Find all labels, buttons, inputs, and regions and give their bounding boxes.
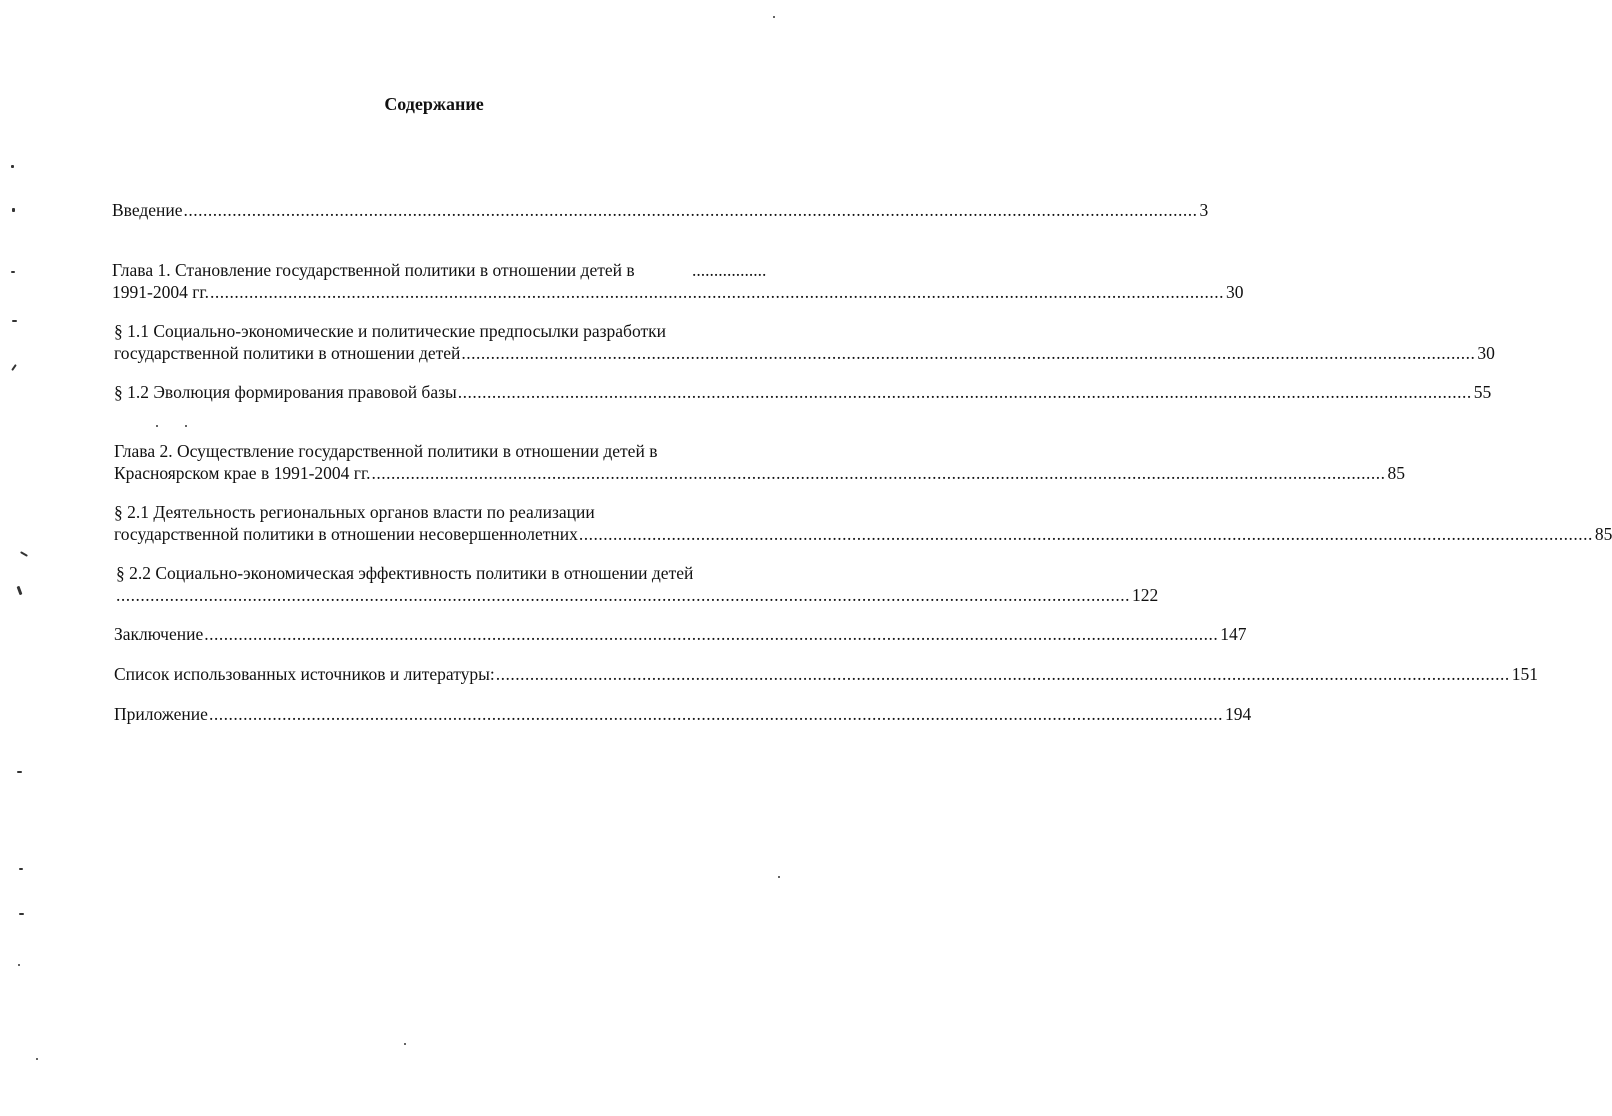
toc-entry-sources <box>114 663 1538 685</box>
toc-page-number: 30 <box>1477 343 1495 363</box>
dot-leader <box>204 623 1218 645</box>
toc-page-number: 85 <box>1594 524 1612 544</box>
toc-entry-title: Введение <box>112 200 183 220</box>
scan-speck <box>18 964 20 966</box>
toc-entry-chapter-2-title: Глава 2. Осуществление государственной политики в отношении детей в <box>114 441 658 461</box>
page-title: Содержание <box>384 94 484 114</box>
toc-entry-conclusion <box>114 623 1247 645</box>
dot-leader <box>461 342 1475 364</box>
dot-leader <box>116 584 1130 606</box>
toc-entry-section-1-2 <box>114 381 1492 403</box>
toc-entry-title-cont: государственной политики в отношении несовершеннолетних <box>114 524 578 544</box>
scan-speck <box>778 876 780 878</box>
toc-page-number: 30 <box>1225 282 1244 302</box>
toc-page-number: 151 <box>1511 664 1538 684</box>
dot-leader <box>458 381 1472 403</box>
toc-entry-title: Заключение <box>114 624 204 644</box>
toc-entry-title-cont: 1991-2004 гг. <box>112 282 209 302</box>
toc-entry-section-2-2-title: § 2.2 Социально-экономическая эффективность политики в отношении детей <box>116 563 694 583</box>
scan-speck <box>20 551 28 557</box>
toc-page-number: 55 <box>1473 382 1492 402</box>
toc-entry-section-1-1 <box>114 342 1495 364</box>
scan-speck <box>12 320 17 322</box>
toc-page-number: 122 <box>1132 585 1159 605</box>
toc-page-number: 3 <box>1199 200 1209 220</box>
scan-speck <box>19 913 24 915</box>
toc-entry-title-cont: государственной политики в отношении детей <box>114 343 461 363</box>
scan-speck <box>773 16 775 18</box>
scan-speck <box>156 425 158 427</box>
dot-leader <box>209 703 1223 725</box>
scan-speck <box>17 771 22 773</box>
toc-entry-section-1-1-title: § 1.1 Социально-экономические и политические предпосылки разработки <box>114 321 666 341</box>
toc-entry-title: Список использованных источников и литературы: <box>114 664 495 684</box>
toc-entry-appendix <box>114 703 1252 725</box>
toc-entry-title: § 1.2 Эволюция формирования правовой базы <box>114 382 457 402</box>
scan-speck <box>19 868 23 870</box>
dot-leader <box>496 663 1510 685</box>
scan-speck <box>17 586 23 595</box>
toc-entry-title-cont: Красноярском крае в 1991-2004 гг. <box>114 463 371 483</box>
scan-speck <box>11 271 15 273</box>
dot-leader <box>579 523 1593 545</box>
scan-speck <box>12 208 15 212</box>
toc-entry-chapter-2 <box>114 462 1406 484</box>
scan-speck <box>11 165 14 168</box>
scan-speck <box>11 364 17 371</box>
scan-speck <box>185 425 187 427</box>
scan-speck <box>36 1058 38 1060</box>
toc-entry-section-2-1-title: § 2.1 Деятельность региональных органов власти по реализации <box>114 502 595 522</box>
dot-leader <box>372 462 1386 484</box>
toc-page-number: 194 <box>1224 704 1252 724</box>
toc-page-number: 147 <box>1220 624 1247 644</box>
toc-entry-intro <box>112 199 1209 221</box>
toc-entry-section-2-1 <box>114 523 1612 545</box>
scan-speck <box>404 1043 406 1045</box>
toc-entry-section-2-2 <box>116 584 1159 606</box>
dot-leader: ................. <box>692 260 767 280</box>
toc-page-number: 85 <box>1387 463 1406 483</box>
toc-entry-chapter-1 <box>112 281 1244 303</box>
toc-entry-title: Приложение <box>114 704 208 724</box>
toc-entry-chapter-1-title: Глава 1. Становление государственной политики в отношении детей в <box>112 260 635 280</box>
dot-leader <box>210 281 1224 303</box>
dot-leader <box>184 199 1198 221</box>
